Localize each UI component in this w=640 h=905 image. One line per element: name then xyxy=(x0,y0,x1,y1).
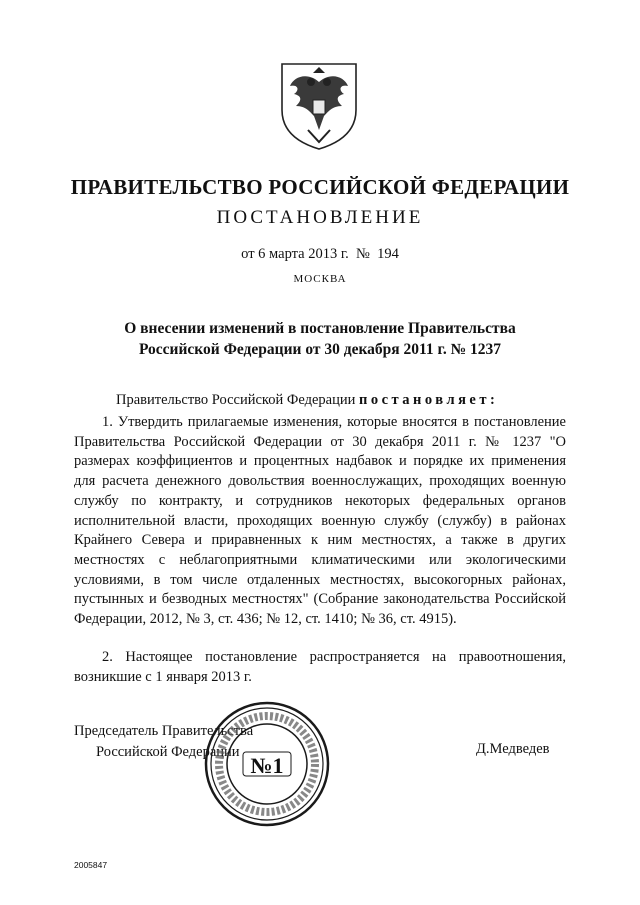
item-1-text: 1. Утвердить прилагаемые изменения, которые вносятся в постановление Правительства Российской Федерации от 30 декабря 2011 г. № 1237 "О размерах коэффициентов и процентных надбавок и порядке их применения для расчета денежного довольствия военнослужащих, проходящих военную службу по контракту, и сотрудников некоторых федеральных органов исполнительной власти, проходящих военную службу (службу) в районах Крайнего Севера и приравненных к ним местностях, а также в других местностях с неблагоприятными климатическими или экологическими условиями, в том числе отдаленных местностях, высокогорных районах, пустынных и безводных местностях" (Собрание законодательства Российской Федерации, 2012, № 3, ст. 436; № 12, ст. 1410; № 36, ст. 4915). xyxy=(74,414,566,628)
signatory-title-line-2: Российской Федерации xyxy=(96,744,240,760)
signatory-name: Д.Медведев xyxy=(476,741,550,757)
item-2-paragraph xyxy=(74,648,566,687)
preamble-decree: постановляет: xyxy=(358,392,499,408)
coat-of-arms-icon xyxy=(278,60,360,152)
document-date-number: от 6 марта 2013 г. № 194 xyxy=(241,246,399,262)
preamble xyxy=(116,392,498,409)
government-title: ПРАВИТЕЛЬСТВО РОССИЙСКОЙ ФЕДЕРАЦИИ xyxy=(70,175,570,199)
document-city: МОСКВА xyxy=(293,273,347,285)
document-type: ПОСТАНОВЛЕНИЕ xyxy=(216,207,424,228)
preamble-prefix: Правительство Российской Федерации xyxy=(116,392,356,408)
signatory-title-line-1: Председатель Правительства xyxy=(74,723,254,739)
subject-line-2: Российской Федерации от 30 декабря 2011 г. № 1237 xyxy=(138,341,502,358)
document-subject xyxy=(0,318,640,360)
subject-line-1: О внесении изменений в постановление Правительства xyxy=(124,320,516,337)
item-2-text: 2. Настоящее постановление распространяется на правоотношения, возникшие с 1 января 2013 г. xyxy=(74,649,566,685)
official-seal-icon xyxy=(203,700,331,828)
document-code: 2005847 xyxy=(74,860,108,870)
stamp-number: №1 xyxy=(250,753,284,778)
item-1-paragraph xyxy=(74,413,566,630)
